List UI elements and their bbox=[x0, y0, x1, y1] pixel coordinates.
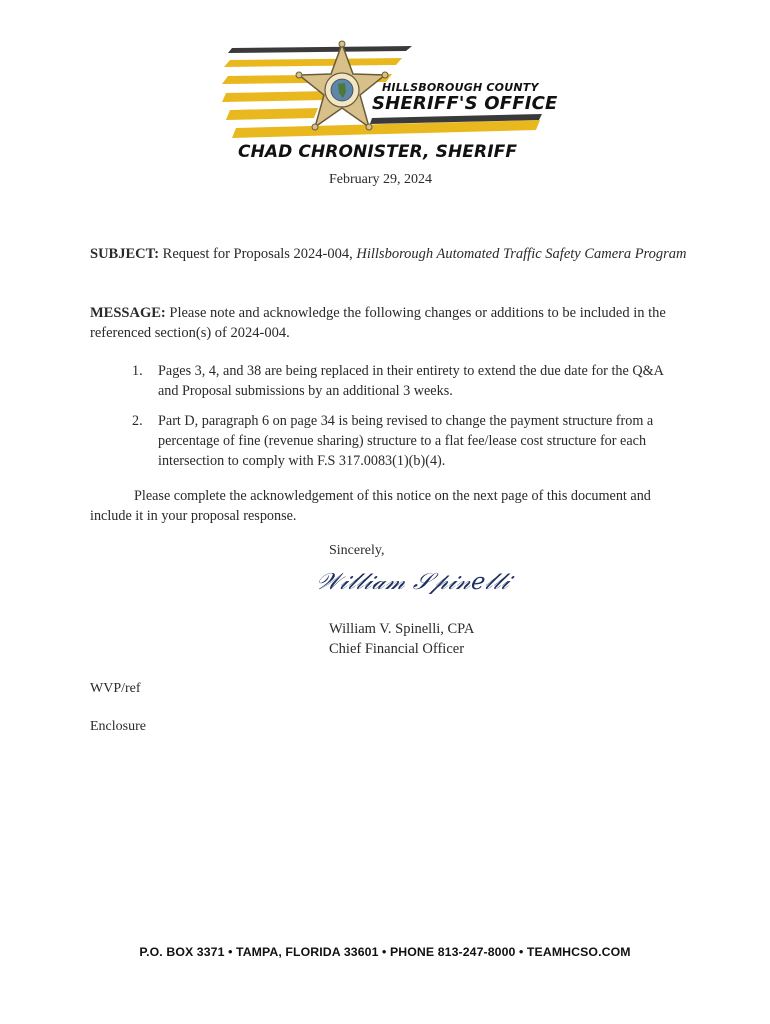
list-item-text: Pages 3, 4, and 38 are being replaced in their entirety to extend the due date for the Q&A and Proposal submissions by an additional 3 weeks. bbox=[158, 363, 664, 399]
list-item-text: Part D, paragraph 6 on page 34 is being revised to change the payment structure from a percentage of fine (revenue sharing) structure to a flat fee/lease cost structure for each intersection to comply with F.S 317.0083(1)(b)(4). bbox=[158, 413, 654, 469]
letterhead-county: HILLSBOROUGH COUNTY bbox=[382, 81, 539, 94]
list-item bbox=[132, 361, 672, 401]
message-text: Please note and acknowledge the following changes or additions to be included in the referenced section(s) of 2024-004. bbox=[90, 305, 666, 341]
list-item-number: 2. bbox=[132, 413, 143, 429]
list-item bbox=[132, 411, 672, 471]
signer-name: William V. Spinelli, CPA bbox=[329, 621, 475, 637]
subject-line bbox=[90, 244, 690, 264]
reference-initials: WVP/ref bbox=[90, 681, 141, 696]
letter-date: February 29, 2024 bbox=[329, 172, 433, 187]
closing-paragraph bbox=[90, 486, 680, 526]
letterhead-footer: P.O. BOX 3371 • TAMPA, FLORIDA 33601 • PHONE 813-247-8000 • TEAMHCSO.COM bbox=[139, 945, 631, 959]
subject-title: Hillsborough Automated Traffic Safety Camera Program bbox=[356, 246, 687, 262]
message-label: MESSAGE: bbox=[90, 305, 166, 321]
letterhead-office: SHERIFF'S OFFICE bbox=[372, 93, 558, 114]
list-item-number: 1. bbox=[132, 363, 143, 379]
message-line bbox=[90, 303, 690, 343]
closing-paragraph-text: Please complete the acknowledgement of this notice on the next page of this document and include it in your proposal response. bbox=[90, 488, 651, 524]
subject-text: Request for Proposals 2024-004, bbox=[162, 246, 353, 262]
handwritten-signature: 𝒲𝒾𝓁𝓁𝒾𝒶𝓂 𝒮𝓅𝒾𝓃𝑒𝓁𝓁𝒾 bbox=[313, 569, 513, 595]
sincerely-text: Sincerely, bbox=[329, 543, 385, 558]
subject-label: SUBJECT: bbox=[90, 246, 160, 262]
changes-list bbox=[132, 361, 672, 481]
enclosure-note: Enclosure bbox=[90, 719, 146, 734]
letterhead-sheriff: CHAD CHRONISTER, SHERIFF bbox=[238, 142, 518, 162]
signer-title: Chief Financial Officer bbox=[329, 641, 465, 657]
